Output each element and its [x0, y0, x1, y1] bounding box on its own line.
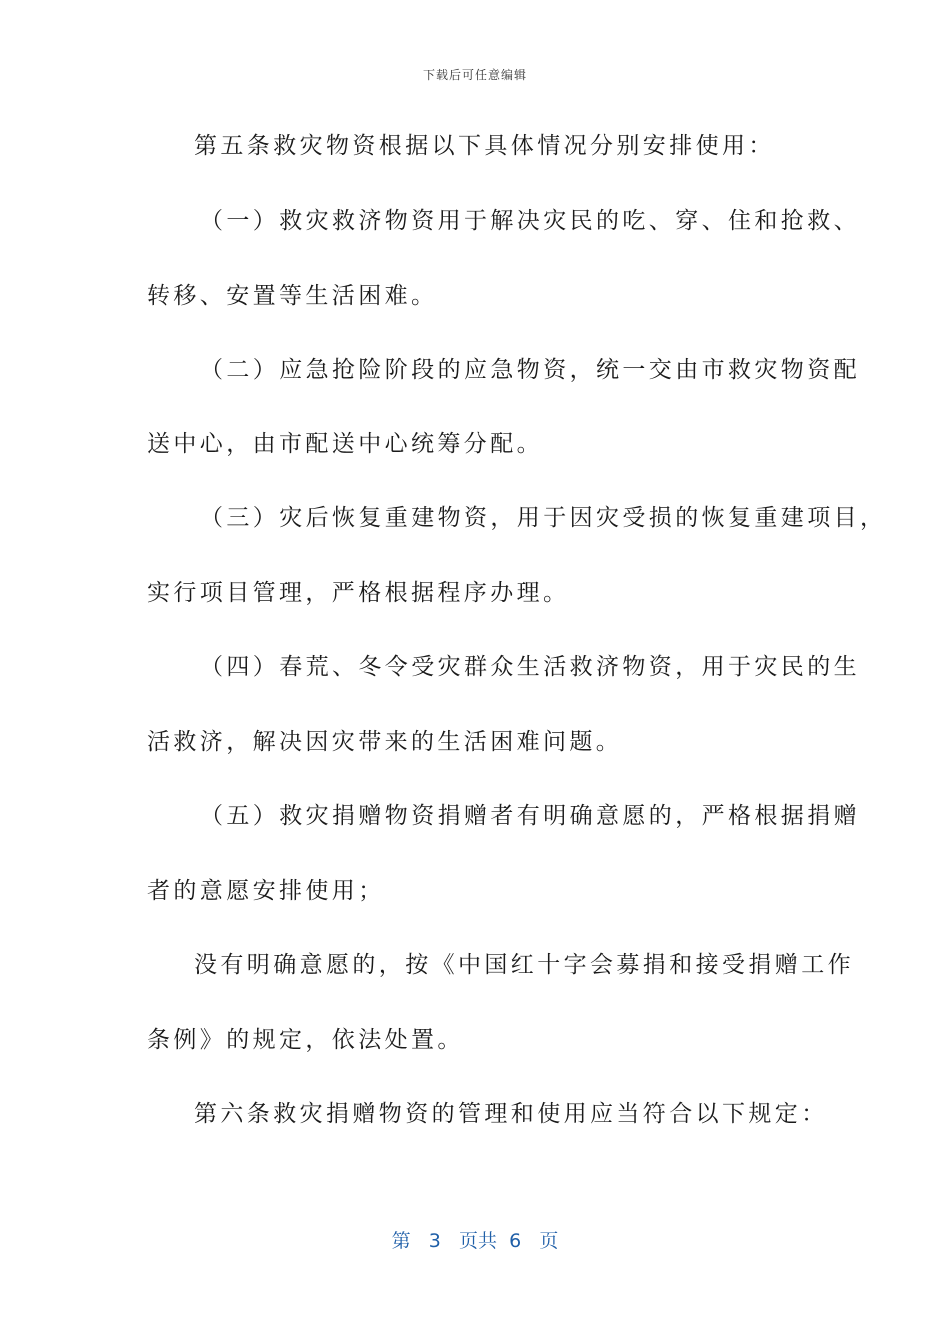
- footer-total-pages: 6: [509, 1230, 522, 1252]
- paragraph-line: 第五条救灾物资根据以下具体情况分别安排使用：: [194, 133, 775, 159]
- paragraph-line: 条例》的规定，依法处置。: [147, 1027, 464, 1053]
- paragraph-line: 实行项目管理，严格根据程序办理。: [147, 580, 570, 606]
- paragraph-line: （五）救灾捐赠物资捐赠者有明确意愿的，严格根据捐赠: [200, 803, 860, 829]
- paragraph-line: 没有明确意愿的，按《中国红十字会募捐和接受捐赠工作: [194, 952, 854, 978]
- paragraph-line: 转移、安置等生活困难。: [147, 283, 438, 309]
- footer-current-page: 3: [428, 1230, 441, 1252]
- paragraph-line: （一）救灾救济物资用于解决灾民的吃、穿、住和抢救、: [200, 208, 860, 234]
- footer-page-total-word: 页共: [459, 1230, 498, 1252]
- paragraph-line: （二）应急抢险阶段的应急物资，统一交由市救灾物资配: [200, 357, 860, 383]
- page-header: 下载后可任意编辑: [422, 68, 527, 82]
- footer-page-word: 第: [391, 1230, 411, 1252]
- paragraph-line: 第六条救灾捐赠物资的管理和使用应当符合以下规定：: [194, 1101, 828, 1127]
- paragraph-line: 送中心，由市配送中心统筹分配。: [147, 431, 543, 457]
- footer-page-end-word: 页: [539, 1230, 559, 1252]
- paragraph-line: （三）灾后恢复重建物资，用于因灾受损的恢复重建项目，: [200, 505, 887, 531]
- page-footer: [0, 1226, 950, 1253]
- paragraph-line: 活救济，解决因灾带来的生活困难问题。: [147, 729, 623, 755]
- paragraph-line: 者的意愿安排使用；: [147, 878, 385, 904]
- paragraph-line: （四）春荒、冬令受灾群众生活救济物资，用于灾民的生: [200, 654, 860, 680]
